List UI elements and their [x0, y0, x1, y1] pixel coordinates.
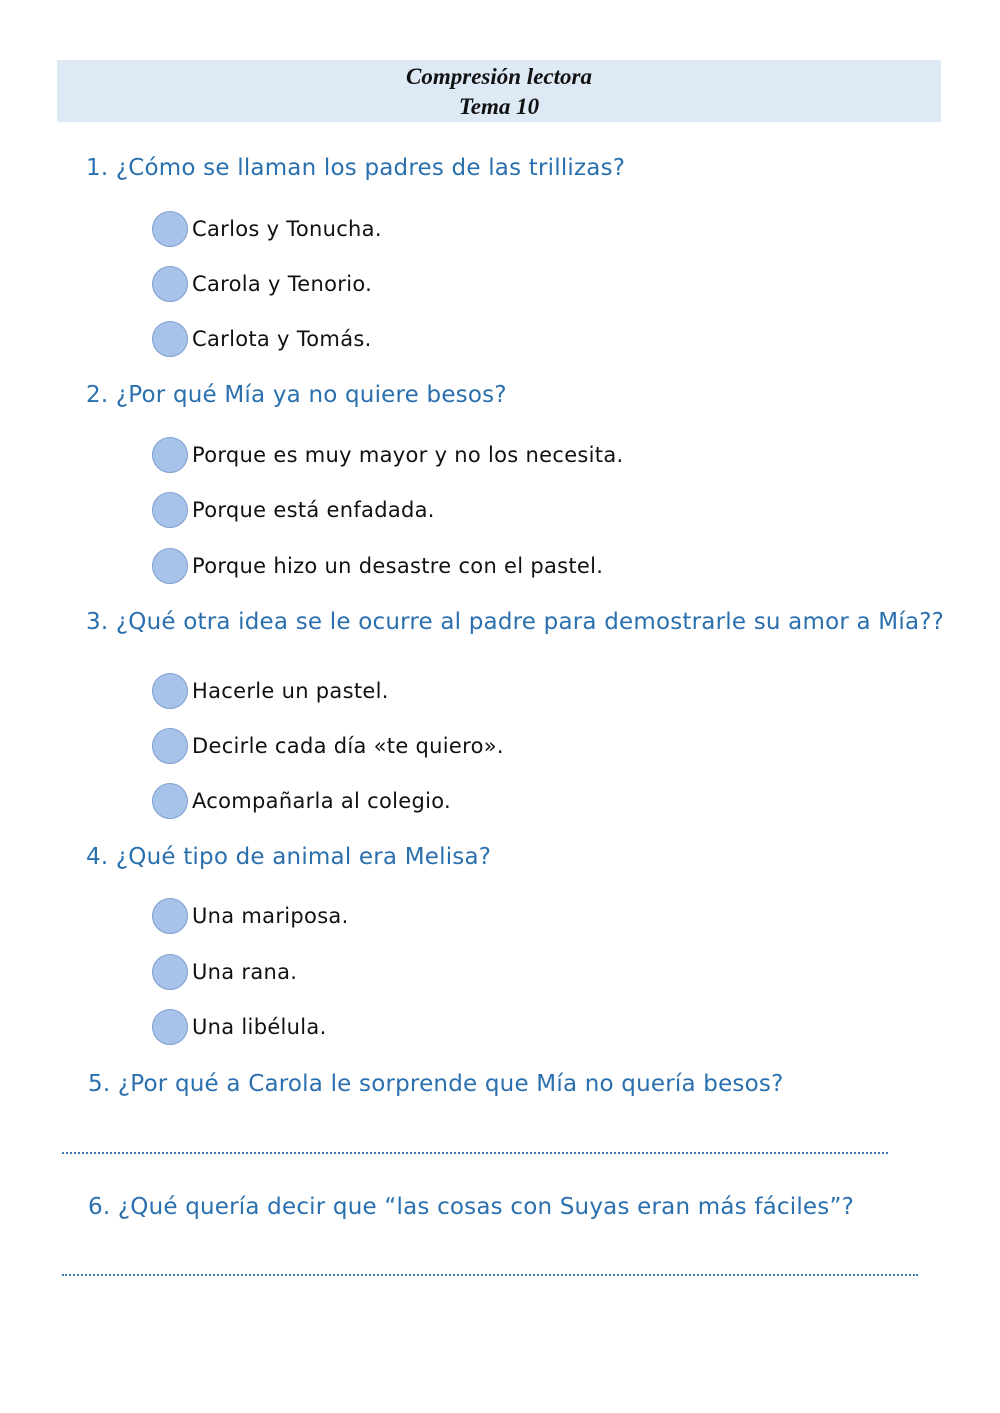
- option-label: Porque es muy mayor y no los necesita.: [192, 443, 624, 467]
- worksheet-subtitle: Tema 10: [458, 94, 540, 119]
- option-label: Acompañarla al colegio.: [192, 789, 451, 813]
- radio-circle-icon[interactable]: [152, 492, 188, 528]
- q4-option-1[interactable]: [152, 896, 349, 936]
- q4-option-3[interactable]: [152, 1007, 327, 1047]
- radio-circle-icon[interactable]: [152, 266, 188, 302]
- q2-option-3[interactable]: [152, 546, 603, 586]
- radio-circle-icon[interactable]: [152, 898, 188, 934]
- option-label: Una rana.: [192, 960, 298, 984]
- question-4: 4. ¿Qué tipo de animal era Melisa?: [86, 844, 492, 870]
- radio-circle-icon[interactable]: [152, 211, 188, 247]
- answer-5-line: [62, 1152, 888, 1156]
- q3-option-2[interactable]: [152, 726, 504, 766]
- q3-option-1[interactable]: [152, 671, 389, 711]
- radio-circle-icon[interactable]: [152, 321, 188, 357]
- option-label: Carola y Tenorio.: [192, 272, 373, 296]
- q1-option-1[interactable]: [152, 209, 382, 249]
- q4-option-2[interactable]: [152, 952, 297, 992]
- worksheet-title: Compresión lectora: [406, 64, 592, 89]
- option-label: Porque hizo un desastre con el pastel.: [192, 554, 604, 578]
- option-label: Porque está enfadada.: [192, 498, 435, 522]
- question-2: 2. ¿Por qué Mía ya no quiere besos?: [86, 382, 507, 408]
- radio-circle-icon[interactable]: [152, 954, 188, 990]
- radio-circle-icon[interactable]: [152, 673, 188, 709]
- radio-circle-icon[interactable]: [152, 1009, 188, 1045]
- q2-option-2[interactable]: [152, 490, 435, 530]
- radio-circle-icon[interactable]: [152, 548, 188, 584]
- question-6: 6. ¿Qué quería decir que “las cosas con Suyas eran más fáciles”?: [88, 1194, 854, 1220]
- q2-option-1[interactable]: [152, 435, 623, 475]
- q1-option-2[interactable]: [152, 264, 372, 304]
- answer-6-line: [62, 1274, 918, 1278]
- question-3: 3. ¿Qué otra idea se le ocurre al padre para demostrarle su amor a Mía??: [86, 609, 945, 635]
- option-label: Una libélula.: [192, 1015, 327, 1039]
- radio-circle-icon[interactable]: [152, 783, 188, 819]
- option-label: Una mariposa.: [192, 904, 349, 928]
- worksheet-header: [57, 60, 941, 122]
- radio-circle-icon[interactable]: [152, 437, 188, 473]
- q1-option-3[interactable]: [152, 319, 372, 359]
- answer-6-input[interactable]: [62, 1238, 922, 1274]
- q3-option-3[interactable]: [152, 781, 451, 821]
- option-label: Carlos y Tonucha.: [192, 217, 382, 241]
- answer-5-input[interactable]: [62, 1116, 892, 1152]
- option-label: Hacerle un pastel.: [192, 679, 389, 703]
- option-label: Decirle cada día «te quiero».: [192, 734, 504, 758]
- question-1: 1. ¿Cómo se llaman los padres de las trillizas?: [86, 155, 626, 181]
- option-label: Carlota y Tomás.: [192, 327, 372, 351]
- radio-circle-icon[interactable]: [152, 728, 188, 764]
- question-5: 5. ¿Por qué a Carola le sorprende que Mía no quería besos?: [88, 1071, 784, 1097]
